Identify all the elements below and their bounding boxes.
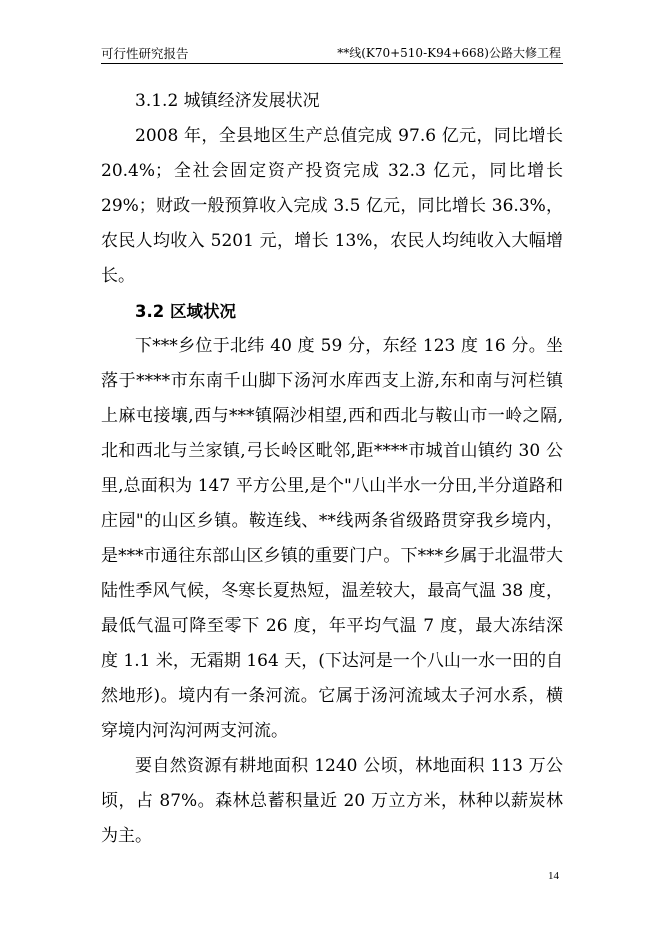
header-divider [101,63,563,64]
document-body [101,84,563,854]
paragraph-natural-resources: 要自然资源有耕地面积 1240 公顷，林地面积 113 万公顷，占 87%。森林总蓄积量近 20 万立方米，林种以薪炭林为主。 [101,756,563,846]
section-heading-3-1-2: 3.1.2 城镇经济发展状况 [135,91,320,111]
header-right-title: **线(K70+510-K94+668)公路大修工程 [337,46,561,60]
paragraph-economy: 2008 年，全县地区生产总值完成 97.6 亿元，同比增长 20.4%；全社会固定资产投资完成 32.3 亿元，同比增长 29%；财政一般预算收入完成 3.5 亿元，同比增长 36.3%，农民人均收入 5201 元，增长 13%，农民人均纯收入大幅增长。 [101,126,563,286]
section-heading-3-2: 3.2 区域状况 [135,302,236,321]
paragraph-region-overview: 下***乡位于北纬 40 度 59 分，东经 123 度 16 分。坐落于****市东南千山脚下汤河水库西支上游,东和南与河栏镇上麻屯接壤,西与***镇隔沙相望,西和西北与鞍山市一岭之隔,北和西北与兰家镇,弓长岭区毗邻,距****市城首山镇约 30 公里,总面积为 147 平方公里,是个"八山半水一分田,半分道路和庄园"的山区乡镇。鞍连线、**线两条省级路贯穿我乡境内，是***市通往东部山区乡镇的重要门户。下***乡属于北温带大陆性季风气候，冬寒长夏热短，温差较大，最高气温 38 度，最低气温可降至零下 26 度，年平均气温 7 度，最大冻结深度 1.1 米，无霜期 164 天，(下达河是一个八山一水一田的自然地形)。境内有一条河流。它属于汤河流域太子河水系，横穿境内河沟河两支河流。 [101,336,563,741]
header-left-title: 可行性研究报告 [101,46,189,61]
page-number: 14 [548,870,559,882]
